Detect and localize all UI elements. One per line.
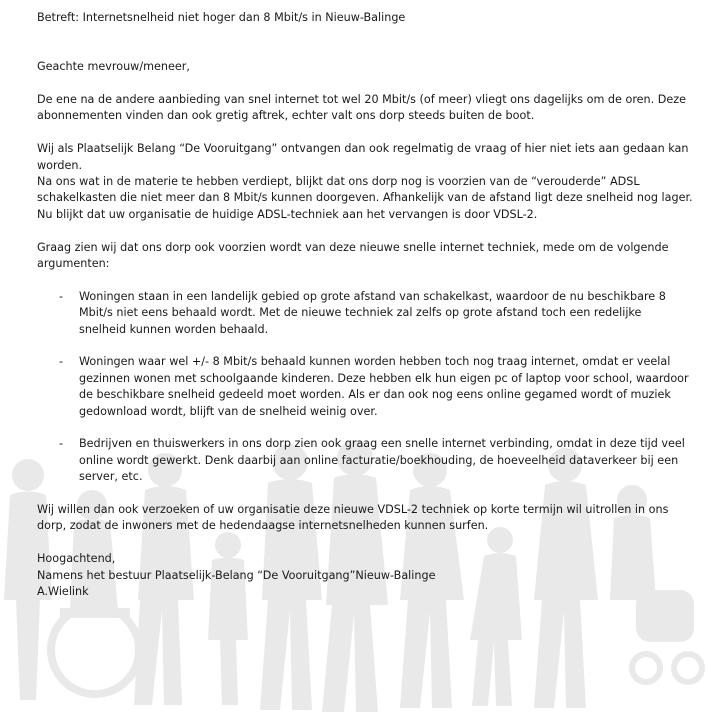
paragraph-4 (37, 502, 677, 535)
paragraph-line: schakelkasten die niet meer dan 8 Mbit/s kunnen doorgeven. Afhankelijk van de afstand ligt deze snelheid nog lager. (37, 191, 693, 205)
paragraph-line: abonnementen vinden dan ook gretig aftrek, echter valt ons dorp steeds buiten de boot. (37, 109, 535, 123)
paragraph-line: Wij als Plaatselijk Belang “De Vooruitgang” ontvangen dan ook regelmatig de vraag of hier niet iets aan gedaan kan (37, 142, 689, 156)
bullet-line: gedownload wordt, blijft van de snelheid weinig over. (79, 404, 378, 418)
paragraph-1 (37, 92, 687, 125)
bullet-line: de beschikbare snelheid gedeeld moet worden. Als er dan ook nog eens online gegamed wordt of muziek (79, 388, 671, 402)
bullet-item-2 (37, 354, 689, 420)
bullet-line: Mbit/s niet eens behaald wordt. Met de nieuwe techniek zal zelfs op grote afstand toch een redelijke (79, 306, 642, 320)
paragraph-line: Na ons wat in de materie te hebben verdiept, blijkt dat ons dorp nog is voorzien van de “verouderde” ADSL (37, 175, 640, 189)
paragraph-line: Nu blijkt dat uw organisatie de huidige ADSL-techniek aan het vervangen is door VDSL-2. (37, 207, 538, 221)
letter-body (37, 10, 693, 600)
paragraph-3 (37, 240, 677, 273)
paragraph-line: Wij willen dan ook verzoeken of uw organisatie deze nieuwe VDSL-2 techniek op korte termijn wil uitrollen in ons (37, 503, 669, 517)
paragraph-line: worden. (37, 158, 83, 172)
bullet-item-1 (37, 289, 677, 338)
paragraph-line: Graag zien wij dat ons dorp ook voorzien wordt van deze nieuwe snelle internet techniek, mede om de volgende (37, 240, 669, 254)
signature-line: Namens het bestuur Plaatselijk-Belang “De Vooruitgang”Nieuw-Balinge (37, 568, 436, 582)
bullet-line: server, etc. (79, 470, 143, 484)
bullet-line: Woningen waar wel +/- 8 Mbit/s behaald kunnen worden hebben toch nog traag internet, omdat er veelal (79, 355, 671, 369)
bullet-marker: - (59, 289, 64, 303)
paragraph-line: dorp, zodat de inwoners met de hedendaagse internetsnelheden kunnen surfen. (37, 519, 489, 533)
bullet-line: online wordt gewerkt. Denk daarbij aan online facturatie/boekhouding, de hoeveelheid dataverkeer bij een (79, 453, 679, 467)
bullet-line: gezinnen wonen met schoolgaande kinderen. Deze hebben elk hun eigen pc of laptop voor school, waardoor (79, 371, 689, 385)
paragraph-line: argumenten: (37, 257, 110, 271)
bullet-marker: - (59, 437, 64, 451)
bullet-line: Bedrijven en thuiswerkers in ons dorp zien ook graag een snelle internet verbinding, omdat in deze tijd veel (79, 437, 685, 451)
closing: Hoogachtend, (37, 552, 116, 566)
paragraph-line: De ene na de andere aanbieding van snel internet tot wel 20 Mbit/s (of meer) vliegt ons dagelijks om de oren. Deze (37, 93, 687, 106)
subject-line: Betreft: Internetsnelheid niet hoger dan 8 Mbit/s in Nieuw-Balinge (37, 11, 406, 24)
signer-name: A.Wielink (37, 585, 89, 599)
bullet-line: Woningen staan in een landelijk gebied op grote afstand van schakelkast, waardoor de nu beschikbare 8 (79, 289, 666, 303)
bullet-item-3 (37, 436, 685, 485)
bullet-marker: - (59, 355, 64, 369)
salutation: Geachte mevrouw/meneer, (37, 60, 190, 74)
paragraph-2 (37, 141, 693, 223)
bullet-line: snelheid kunnen worden behaald. (79, 322, 269, 336)
